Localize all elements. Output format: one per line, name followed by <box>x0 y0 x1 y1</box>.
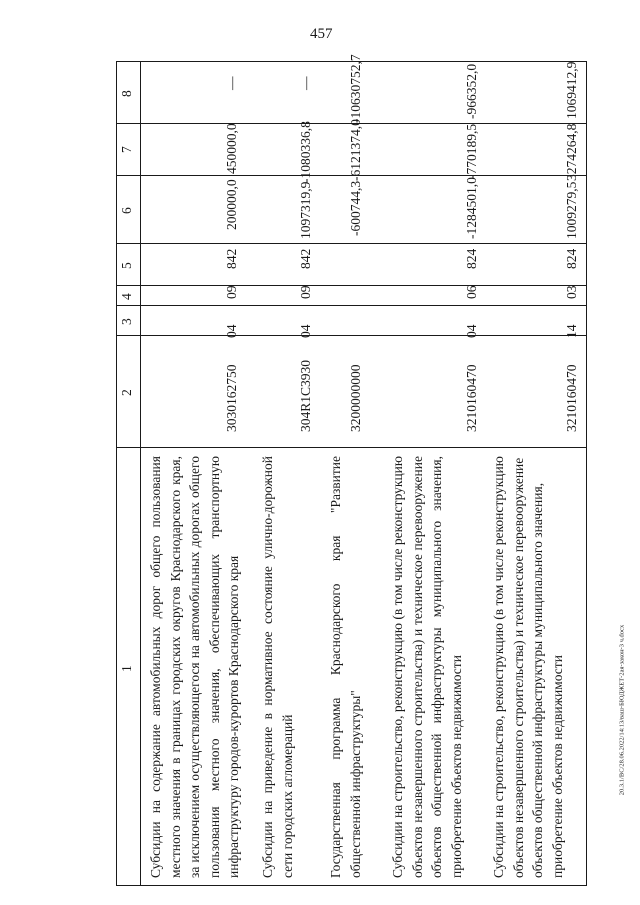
table-row-2-pr: 09 <box>298 285 313 299</box>
budget-table <box>116 54 586 886</box>
rotated-table-area <box>116 54 586 886</box>
table-row-5-col7: 3274264,8 <box>564 123 579 181</box>
table-row-2-description: Субсидии на приведение в нормативное состояние улично-дорожной сети городских агломераций <box>260 456 295 878</box>
table-row-2-csr: 304R1С3930 <box>298 359 313 432</box>
table-header-3: 3 <box>119 318 134 325</box>
table-row-5-col6: 1009279,5 <box>564 181 579 239</box>
table-row-5-pr: 03 <box>564 285 579 299</box>
table-row-2-rz: 04 <box>298 324 313 338</box>
table-row-5-description: Субсидии на строительство, реконструкцию (в том числе реконструкцию объектов незавершенного строительства) и техническое перевооружение объектов общественной инфраструктуры муниципального значения, приобретение объектов недвижимости <box>491 456 565 878</box>
table-row-5-csr: 3210160470 <box>564 364 579 432</box>
table-row-4-rz: 04 <box>464 324 479 338</box>
table-header-1: 1 <box>119 665 134 672</box>
table-header-5: 5 <box>119 262 134 269</box>
table-row-1-col6: 200000,0 <box>224 179 239 230</box>
table-row-3-description: Государственная программа Краснодарского края "Развитие общественной инфраструктуры" <box>328 456 363 878</box>
table-row-1-description: Субсидии на содержание автомобильных дорог общего пользования местного значения в границах городских округов Краснодарского края, за исключением осуществляющегося на автомобильных дорогах общего пользования местного значения, обеспечивающих транспортную инфраструктуру городов-курортов Краснодарского края <box>148 456 241 878</box>
table-header-7: 7 <box>119 146 134 153</box>
table-row-1-pr: 09 <box>224 285 239 299</box>
table-row-1-col8: — <box>224 76 239 90</box>
page-number: 457 <box>310 26 333 42</box>
table-row-3-col7: -6121374,0 <box>348 119 363 181</box>
table-row-2-col6: 1097319,9 <box>298 181 313 239</box>
table-row-4-col8: -966352,0 <box>464 63 479 119</box>
table-header-8: 8 <box>119 90 134 97</box>
table-row-4-pr: 06 <box>464 285 479 299</box>
table-row-1-col7: 450000,0 <box>224 123 239 174</box>
table-row-3-csr: 3200000000 <box>348 364 363 432</box>
table-row-5-rz: 14 <box>564 324 579 338</box>
table-row-1-csr: 3030162750 <box>224 364 239 432</box>
table-header-6: 6 <box>119 207 134 214</box>
table-row-2-col8: — <box>298 76 313 90</box>
document-footer-note <box>612 545 632 875</box>
table-row-5-vr: 824 <box>564 248 579 269</box>
table-row-4-col7: -770189,5 <box>464 123 479 179</box>
table-row-4-vr: 824 <box>464 248 479 269</box>
table-row-1-rz: 04 <box>224 324 239 338</box>
table-row-4-description: Субсидии на строительство, реконструкцию (в том числе реконструкцию объектов незавершенного строительства) и техническое перевооружение объектов общественной инфраструктуры муниципального значения, приобретение объектов недвижимости <box>390 456 464 878</box>
table-row-3-col6: -600744,3 <box>348 180 363 236</box>
table-row-2-vr: 842 <box>298 248 313 269</box>
table-row-3-col8: -10630752,7 <box>348 54 363 123</box>
table-header-2: 2 <box>119 389 134 396</box>
table-row-5-col8: 1069412,9 <box>564 61 579 119</box>
table-row-2-col7: -1080336,8 <box>298 121 313 183</box>
table-row-4-col6: -1284501,0 <box>464 177 479 239</box>
document-footer-note-text: 20.3.1/ВС/28.06.2022/14:13/ваш-БЮДЖЕТ-2ая-закон-3 ч.docx <box>618 624 626 796</box>
table-header-4: 4 <box>119 293 134 300</box>
table-row-4-csr: 3210160470 <box>464 364 479 432</box>
table-row-1-vr: 842 <box>224 248 239 269</box>
